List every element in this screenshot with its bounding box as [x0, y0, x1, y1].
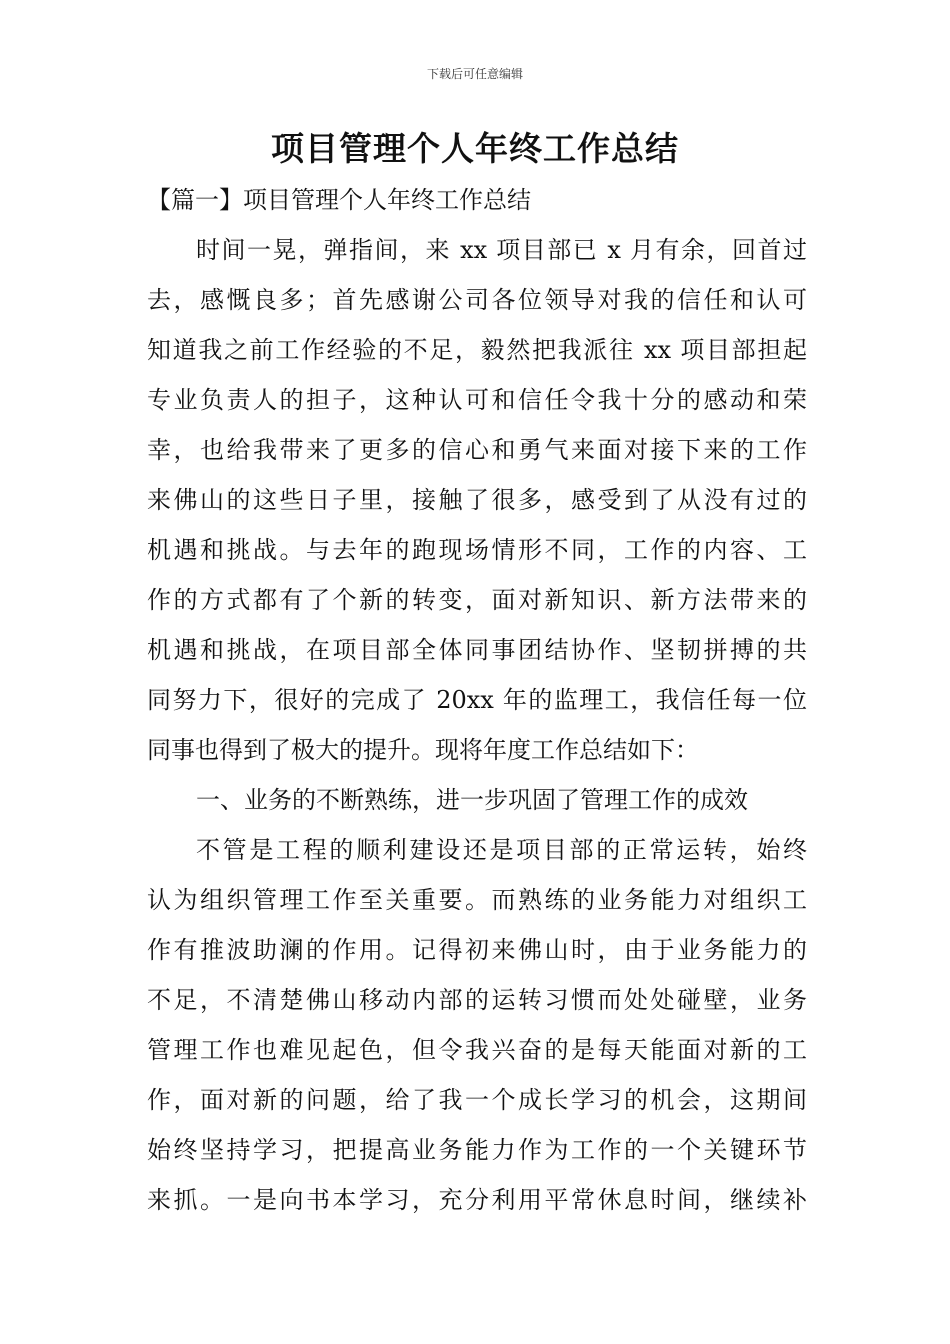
body-line: 同事也得到了极大的提升。现将年度工作总结如下：: [147, 736, 699, 764]
body-line: 来抓。一是向书本学习，充分利用平常休息时间，继续补: [147, 1186, 807, 1214]
body-line: 机遇和挑战。与去年的跑现场情形不同，工作的内容、工: [147, 536, 807, 564]
body-line: 同努力下，很好的完成了 20xx 年的监理工，我信任每一位: [147, 686, 807, 714]
subsection-heading: 一、业务的不断熟练，进一步巩固了管理工作的成效: [196, 786, 748, 814]
body-line: 作有推波助澜的作用。记得初来佛山时，由于业务能力的: [147, 936, 807, 964]
body-line: 去，感慨良多；首先感谢公司各位领导对我的信任和认可: [147, 286, 807, 314]
body-line: 时间一晃，弹指间，来 xx 项目部已 x 月有余，回首过: [196, 236, 807, 264]
body-line: 不足，不清楚佛山移动内部的运转习惯而处处碰壁，业务: [147, 986, 807, 1014]
body-line: 作，面对新的问题，给了我一个成长学习的机会，这期间: [147, 1086, 807, 1114]
body-line: 机遇和挑战，在项目部全体同事团结协作、坚韧拼搏的共: [147, 636, 807, 664]
body-line: 作的方式都有了个新的转变，面对新知识、新方法带来的: [147, 586, 807, 614]
body-line: 认为组织管理工作至关重要。而熟练的业务能力对组织工: [147, 886, 807, 914]
body-line: 管理工作也难见起色，但令我兴奋的是每天能面对新的工: [147, 1036, 807, 1064]
body-line: 幸，也给我带来了更多的信心和勇气来面对接下来的工作: [147, 436, 807, 464]
body-line: 来佛山的这些日子里，接触了很多，感受到了从没有过的: [147, 486, 807, 514]
body-line: 始终坚持学习，把提高业务能力作为工作的一个关键环节: [147, 1136, 807, 1164]
body-line: 专业负责人的担子，这种认可和信任令我十分的感动和荣: [147, 386, 807, 414]
document-title: 项目管理个人年终工作总结: [271, 129, 679, 168]
section-heading: 【篇一】项目管理个人年终工作总结: [147, 186, 531, 214]
body-line: 不管是工程的顺利建设还是项目部的正常运转，始终: [196, 836, 807, 864]
body-line: 知道我之前工作经验的不足，毅然把我派往 xx 项目部担起: [147, 336, 807, 364]
page-header: 下载后可任意编辑: [426, 67, 523, 81]
